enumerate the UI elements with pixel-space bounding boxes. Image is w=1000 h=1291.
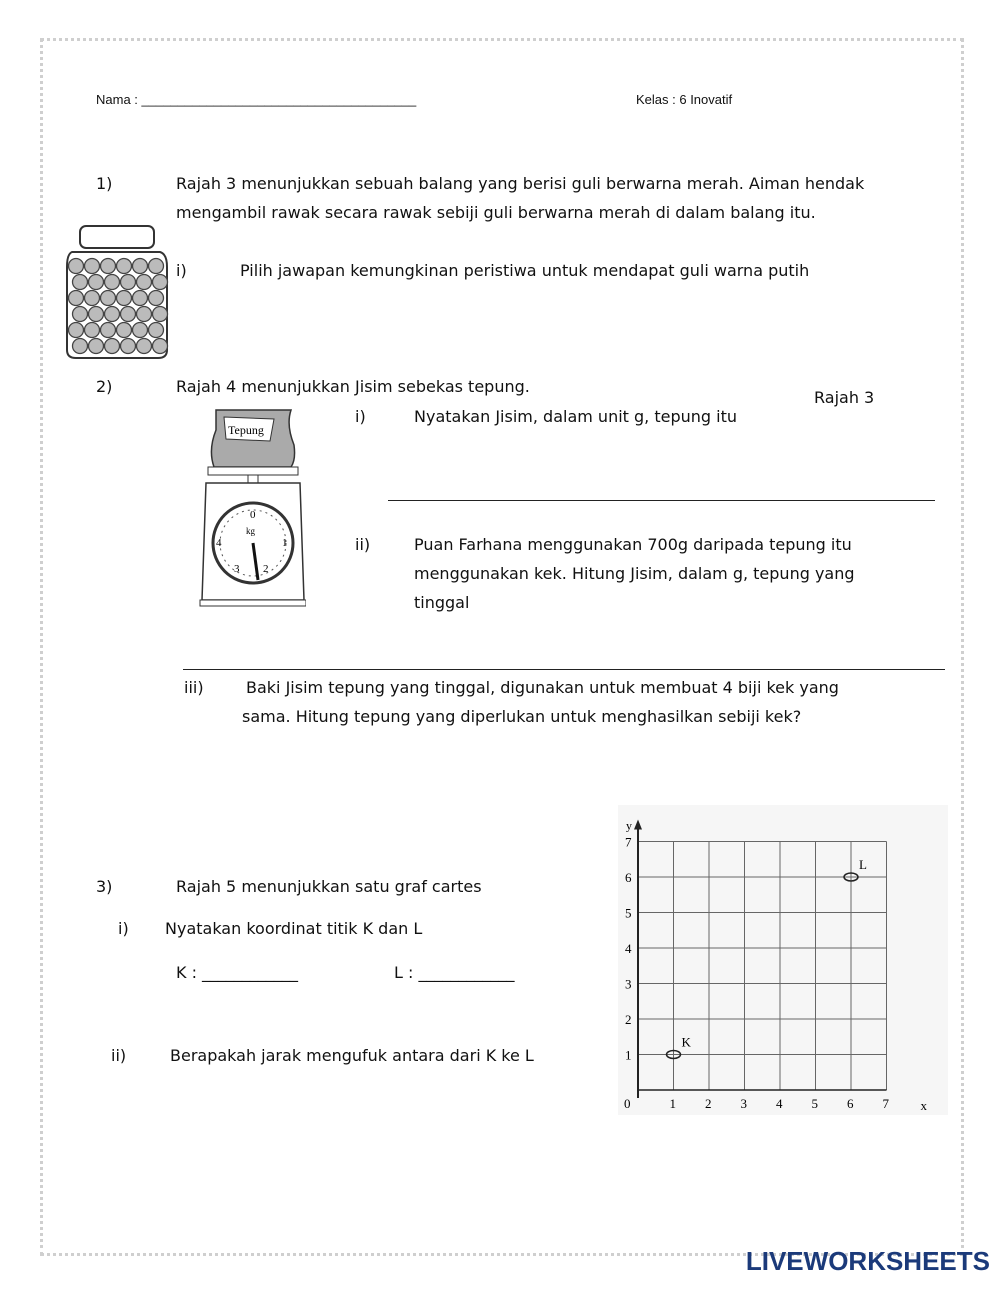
point-label: L (859, 857, 867, 872)
q3-i-number: i) (118, 919, 129, 938)
answer-line-q2i[interactable] (388, 500, 935, 501)
marble (153, 339, 168, 354)
marble (153, 275, 168, 290)
marble (149, 291, 164, 306)
class-label: Kelas : 6 Inovatif (636, 92, 733, 107)
marble (89, 275, 104, 290)
x-tick-label: 7 (882, 1096, 889, 1111)
y-axis-label: y (626, 818, 632, 833)
logo-text: LIVEWORKSHEETS (745, 1246, 990, 1276)
q2-iii-text-1: Baki Jisim tepung yang tinggal, digunakan untuk membuat 4 biji kek yang (246, 678, 839, 697)
marble (85, 291, 100, 306)
x-tick-label: 0 (624, 1096, 631, 1111)
q1-i-number: i) (176, 261, 187, 280)
y-tick-label: 1 (625, 1047, 632, 1063)
marble (153, 307, 168, 322)
q3-text: Rajah 5 menunjukkan satu graf cartes (176, 877, 482, 896)
q1-number: 1) (96, 174, 113, 193)
y-tick-label: 4 (625, 941, 632, 956)
q1-i-text: Pilih jawapan kemungkinan peristiwa untuk mendapat guli warna putih (240, 261, 810, 280)
x-tick-label: 6 (847, 1096, 854, 1111)
cartesian-graph (618, 805, 948, 1115)
q2-iii-text-2: sama. Hitung tepung yang diperlukan untuk menghasilkan sebiji kek? (242, 707, 802, 726)
y-tick-label: 3 (625, 976, 632, 992)
k-answer-blank[interactable]: K : ____________ (176, 963, 299, 982)
bag-label: Tepung (228, 423, 264, 437)
marble-jar-image (62, 222, 172, 362)
flour-scale-image (196, 405, 306, 610)
marble (89, 307, 104, 322)
y-tick-label: 5 (625, 905, 632, 921)
l-answer-blank[interactable]: L : ____________ (394, 963, 515, 982)
marble (137, 339, 152, 354)
x-tick-label: 5 (811, 1096, 818, 1111)
x-axis-label: x (920, 1098, 927, 1113)
marble (73, 307, 88, 322)
liveworksheets-logo (746, 1246, 990, 1277)
marble (133, 323, 148, 338)
q2-ii-text-1: Puan Farhana menggunakan 700g daripada tepung itu (414, 535, 852, 554)
marble (137, 275, 152, 290)
marble (73, 275, 88, 290)
y-axis-arrow (634, 820, 642, 830)
q2-text: Rajah 4 menunjukkan Jisim sebekas tepung. (176, 377, 530, 396)
svg-text:1: 1 (282, 537, 288, 549)
q2-i-text: Nyatakan Jisim, dalam unit g, tepung itu (414, 407, 737, 426)
marble (133, 291, 148, 306)
marble (73, 339, 88, 354)
marble (117, 323, 132, 338)
x-tick-label: 1 (669, 1096, 676, 1111)
y-tick-label: 6 (625, 870, 632, 885)
marble (121, 275, 136, 290)
q2-iii-number: iii) (184, 678, 204, 697)
marble (117, 291, 132, 306)
q3-number: 3) (96, 877, 113, 896)
marble (69, 291, 84, 306)
marble (133, 259, 148, 274)
marble (137, 307, 152, 322)
q3-i-text: Nyatakan koordinat titik K dan L (165, 919, 423, 938)
marble (69, 323, 84, 338)
marble (89, 339, 104, 354)
marble (69, 259, 84, 274)
marble (101, 291, 116, 306)
x-tick-label: 2 (705, 1096, 712, 1111)
q2-i-number: i) (355, 407, 366, 426)
figure-label-rajah3: Rajah 3 (814, 388, 875, 407)
marble (105, 275, 120, 290)
q2-ii-number: ii) (355, 535, 371, 554)
q3-ii-number: ii) (111, 1046, 127, 1065)
q2-ii-text-2: menggunakan kek. Hitung Jisim, dalam g, tepung yang (414, 564, 855, 583)
marble (85, 259, 100, 274)
x-tick-label: 4 (776, 1096, 783, 1111)
q2-ii-text-3: tinggal (414, 593, 470, 612)
x-tick-label: 3 (740, 1096, 747, 1111)
answer-line-q2ii[interactable] (183, 669, 945, 670)
svg-text:2: 2 (263, 563, 269, 575)
marble (101, 323, 116, 338)
marble (121, 307, 136, 322)
marble (105, 307, 120, 322)
point-label: K (681, 1034, 691, 1050)
q1-text-2: mengambil rawak secara rawak sebiji guli berwarna merah di dalam balang itu. (176, 203, 816, 222)
svg-text:4: 4 (216, 537, 222, 549)
y-tick-label: 7 (625, 834, 632, 850)
marble (149, 259, 164, 274)
marble (149, 323, 164, 338)
q1-text-1: Rajah 3 menunjukkan sebuah balang yang berisi guli berwarna merah. Aiman hendak (176, 174, 865, 193)
marble (101, 259, 116, 274)
marble (105, 339, 120, 354)
q3-ii-text: Berapakah jarak mengufuk antara dari K ke L (170, 1046, 534, 1065)
dial-unit: kg (246, 526, 255, 536)
marble (85, 323, 100, 338)
marble (121, 339, 136, 354)
marble (117, 259, 132, 274)
y-tick-label: 2 (625, 1012, 632, 1027)
q2-number: 2) (96, 377, 113, 396)
svg-text:3: 3 (234, 563, 240, 575)
name-field[interactable]: Nama : ______________________________________ (96, 92, 417, 107)
svg-text:0: 0 (250, 509, 256, 521)
